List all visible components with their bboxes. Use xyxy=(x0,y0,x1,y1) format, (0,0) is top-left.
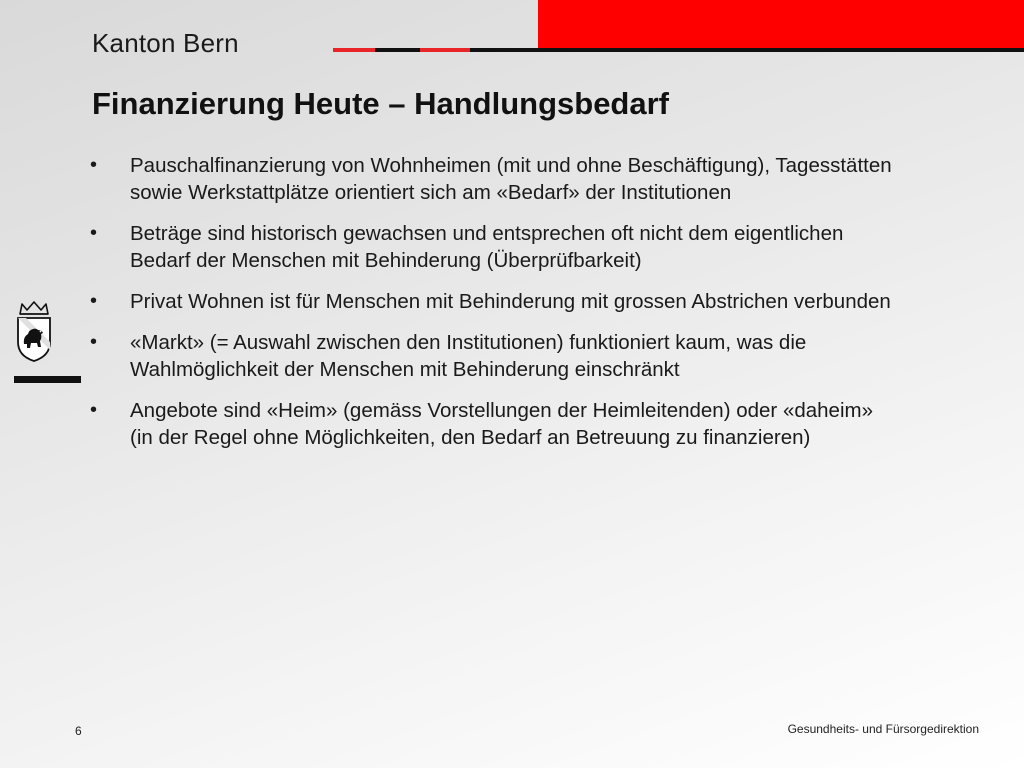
header-red-block xyxy=(538,0,1024,50)
logo-bar xyxy=(14,376,81,383)
bullet-item xyxy=(90,152,900,206)
bullet-list xyxy=(90,152,900,465)
header-stripe-red-1 xyxy=(333,48,375,52)
page-number: 6 xyxy=(75,724,82,738)
header-stripe-red-2 xyxy=(420,48,470,52)
bullet-item xyxy=(90,220,900,274)
bern-coat-of-arms-icon xyxy=(14,300,54,362)
header-stripe-black-2 xyxy=(470,48,1024,52)
slide-title: Finanzierung Heute – Handlungsbedarf xyxy=(92,86,669,121)
bullet-text: Angebote sind «Heim» (gemäss Vorstellungen der Heimleitenden) oder «daheim» (in der Regel ohne Möglichkeiten, den Bedarf an Betreuung zu finanzieren) xyxy=(130,399,873,449)
bullet-text: Beträge sind historisch gewachsen und entsprechen oft nicht dem eigentlichen Bedarf der Menschen mit Behinderung (Überprüfbarkeit) xyxy=(130,222,844,272)
bullet-marker: • xyxy=(90,331,98,353)
bullet-item xyxy=(90,329,900,383)
bullet-item xyxy=(90,288,900,315)
bullet-marker: • xyxy=(90,154,98,176)
bullet-marker: • xyxy=(90,399,98,421)
bullet-marker: • xyxy=(90,222,98,244)
bullet-text: Privat Wohnen ist für Menschen mit Behinderung mit grossen Abstrichen verbunden xyxy=(130,290,891,313)
bullet-text: «Markt» (= Auswahl zwischen den Institutionen) funktioniert kaum, was die Wahlmöglichkeit der Menschen mit Behinderung einschränkt xyxy=(130,331,807,381)
canton-name: Kanton Bern xyxy=(92,28,239,58)
footer-department: Gesundheits- und Fürsorgedirektion xyxy=(787,722,979,736)
header-stripe-black-1 xyxy=(375,48,420,52)
bullet-item xyxy=(90,397,900,451)
bullet-text: Pauschalfinanzierung von Wohnheimen (mit und ohne Beschäftigung), Tagesstätten sowie Werkstattplätze orientiert sich am «Bedarf» der Institutionen xyxy=(130,154,892,204)
bullet-marker: • xyxy=(90,290,98,312)
